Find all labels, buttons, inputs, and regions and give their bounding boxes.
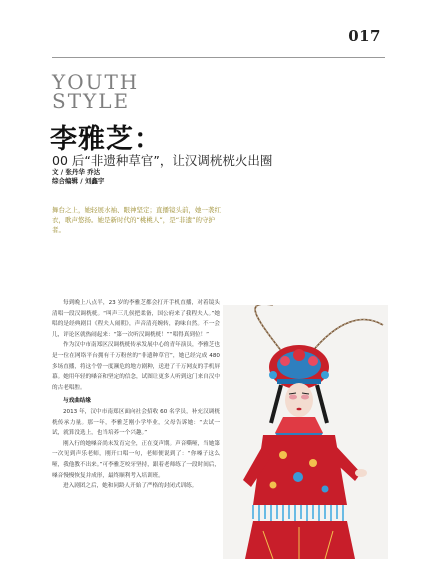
article-body	[52, 298, 220, 492]
section-label-line-2: STYLE	[52, 89, 131, 113]
article-subtitle: 00 后“非遗种草官”，让汉调桄桄火出圈	[52, 153, 273, 168]
page-number: 017	[348, 27, 381, 45]
performer-photo	[223, 305, 388, 559]
body-paragraph: 刚入行的她嗓音尚未发育完全，正在变声期。声音嘶哑，当她第一次见到声乐老师，刚开口唱一句，老师便说到了：“你嗓子这么哑，我他教不出来。”可李雅芝咬牙坚持，跟着老师练了一段时间后，嗓音慢慢恢复并成形，最终顺利考入培训班。	[52, 440, 220, 479]
editor-credit: 综合编辑 / 刘鑫宇	[52, 177, 105, 185]
body-paragraph: 每到晚上八点半，23 岁的李雅芝都会打开手机直播，对着镜头清唱一段汉调桄桄。“叫声三儿侯把柔备，国公府来了我程夫人。”她唱的是经典剧目《程夫人闹朝》，声音清亮婉转，韵味自然。不一会儿，评论区就热闹起来：“第一次听汉调桄桄！”“唱得真到位！”	[52, 300, 220, 338]
section-divider	[52, 57, 385, 58]
section-label-line-1: YOUTH	[52, 70, 140, 94]
article-lead: 舞台之上，她轻展水袖、眼神坚定；直播镜头前，她一袭红衣，歌声悠扬。她是新时代的“桃桃人”，是“非遗”的守护者。	[52, 206, 221, 234]
article-credits	[52, 168, 104, 186]
body-paragraph: 作为汉中市南郑区汉调桄桄传承发展中心的青年演员，李雅芝也是一位在网络平台拥有千万粉丝的“非遗种草官”，她已经完成 480 多场直播，将这个曾一度濒危的地方剧种，送进了千万网友的手机屏幕。她用年轻的嗓音和坚定的信念，试图让更多人听到这门来自汉中的古老唱腔。	[52, 342, 220, 391]
author-credit: 文 / 张丹华 乔达	[52, 168, 101, 176]
body-subheading: 与戏曲结缘	[63, 398, 91, 405]
body-paragraph: 进入剧团之后，她和同龄人开始了严格的封闭式训练。	[63, 483, 198, 490]
section-label-english	[52, 70, 140, 113]
body-paragraph: 2013 年，汉中市南郑区面向社会招收 60 名学员，补充汉调桄桄传承力量。那一年，李雅芝刚小学毕业，父母告诉她：“去试一试，就算没选上，也当培养一个兴趣。”	[52, 408, 220, 437]
article-headline: 李雅芝：	[50, 124, 162, 155]
